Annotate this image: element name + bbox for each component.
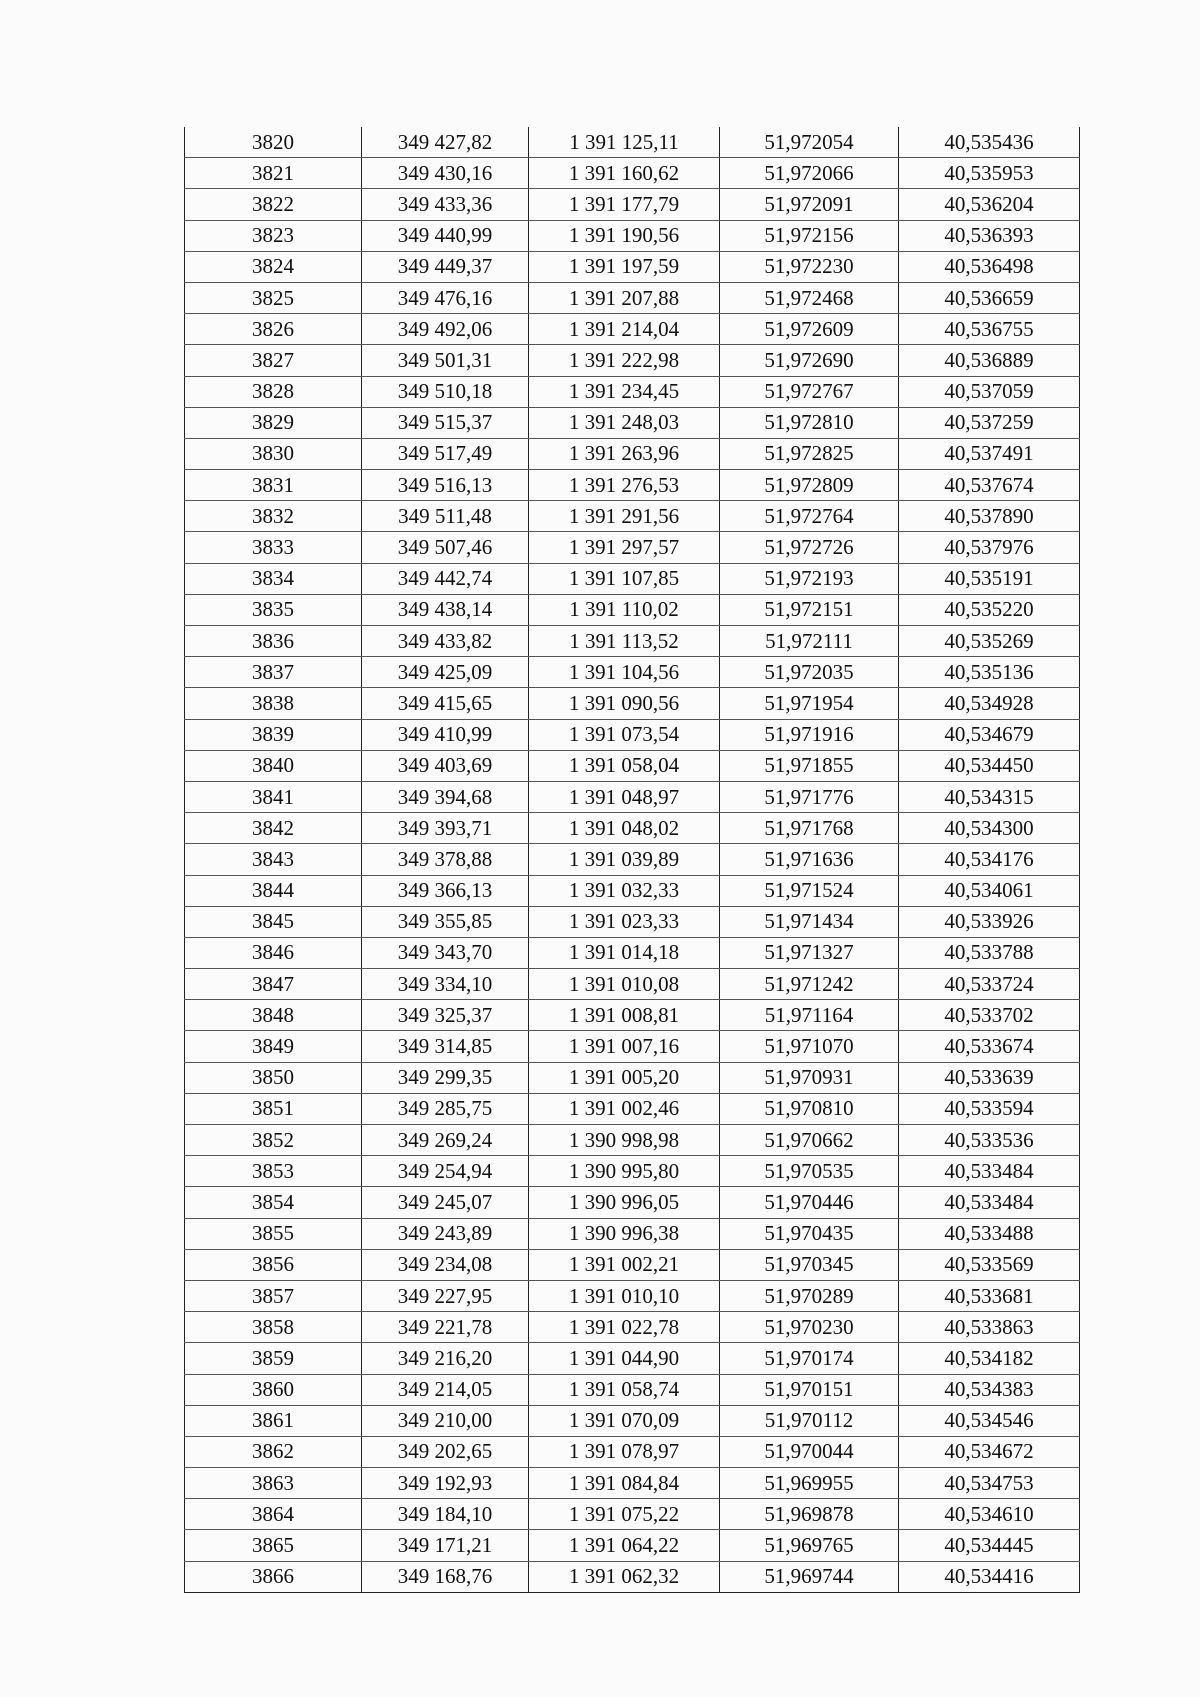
point-number-cell: 3843	[185, 844, 362, 875]
latitude-cell: 51,972726	[720, 532, 899, 563]
point-number-cell: 3848	[185, 1000, 362, 1031]
latitude-cell: 51,971954	[720, 688, 899, 719]
longitude-cell: 40,534300	[899, 813, 1080, 844]
y-coordinate-cell: 1 390 996,38	[529, 1218, 720, 1249]
longitude-cell: 40,534753	[899, 1468, 1080, 1499]
table-row	[185, 750, 1080, 781]
table-row	[185, 251, 1080, 282]
table-row	[185, 1436, 1080, 1467]
table-row	[185, 376, 1080, 407]
table-row	[185, 1125, 1080, 1156]
latitude-cell: 51,969765	[720, 1530, 899, 1561]
point-number-cell: 3842	[185, 813, 362, 844]
point-number-cell: 3859	[185, 1343, 362, 1374]
y-coordinate-cell: 1 391 073,54	[529, 719, 720, 750]
latitude-cell: 51,972810	[720, 407, 899, 438]
table-row	[185, 626, 1080, 657]
point-number-cell: 3850	[185, 1062, 362, 1093]
y-coordinate-cell: 1 391 110,02	[529, 594, 720, 625]
latitude-cell: 51,969955	[720, 1468, 899, 1499]
point-number-cell: 3849	[185, 1031, 362, 1062]
latitude-cell: 51,972767	[720, 376, 899, 407]
point-number-cell: 3865	[185, 1530, 362, 1561]
table-row	[185, 781, 1080, 812]
x-coordinate-cell: 349 221,78	[362, 1312, 529, 1343]
x-coordinate-cell: 349 515,37	[362, 407, 529, 438]
point-number-cell: 3853	[185, 1156, 362, 1187]
x-coordinate-cell: 349 433,82	[362, 626, 529, 657]
x-coordinate-cell: 349 393,71	[362, 813, 529, 844]
y-coordinate-cell: 1 391 022,78	[529, 1312, 720, 1343]
x-coordinate-cell: 349 433,36	[362, 189, 529, 220]
table-row	[185, 1343, 1080, 1374]
x-coordinate-cell: 349 366,13	[362, 875, 529, 906]
longitude-cell: 40,536889	[899, 345, 1080, 376]
longitude-cell: 40,534416	[899, 1561, 1080, 1592]
y-coordinate-cell: 1 391 084,84	[529, 1468, 720, 1499]
table-row	[185, 813, 1080, 844]
point-number-cell: 3834	[185, 563, 362, 594]
x-coordinate-cell: 349 403,69	[362, 750, 529, 781]
table-row	[185, 1374, 1080, 1405]
latitude-cell: 51,971855	[720, 750, 899, 781]
coordinates-table	[184, 127, 1080, 1593]
latitude-cell: 51,972193	[720, 563, 899, 594]
table-row	[185, 1468, 1080, 1499]
table-row	[185, 1093, 1080, 1124]
longitude-cell: 40,536204	[899, 189, 1080, 220]
y-coordinate-cell: 1 391 276,53	[529, 470, 720, 501]
longitude-cell: 40,536498	[899, 251, 1080, 282]
longitude-cell: 40,535220	[899, 594, 1080, 625]
point-number-cell: 3858	[185, 1312, 362, 1343]
longitude-cell: 40,533536	[899, 1125, 1080, 1156]
longitude-cell: 40,537491	[899, 438, 1080, 469]
longitude-cell: 40,533484	[899, 1187, 1080, 1218]
x-coordinate-cell: 349 378,88	[362, 844, 529, 875]
longitude-cell: 40,536393	[899, 220, 1080, 251]
point-number-cell: 3855	[185, 1218, 362, 1249]
point-number-cell: 3826	[185, 314, 362, 345]
longitude-cell: 40,537259	[899, 407, 1080, 438]
latitude-cell: 51,970810	[720, 1093, 899, 1124]
x-coordinate-cell: 349 214,05	[362, 1374, 529, 1405]
x-coordinate-cell: 349 243,89	[362, 1218, 529, 1249]
table-row	[185, 719, 1080, 750]
y-coordinate-cell: 1 391 107,85	[529, 563, 720, 594]
point-number-cell: 3866	[185, 1561, 362, 1592]
y-coordinate-cell: 1 391 007,16	[529, 1031, 720, 1062]
latitude-cell: 51,972066	[720, 158, 899, 189]
longitude-cell: 40,533639	[899, 1062, 1080, 1093]
latitude-cell: 51,972054	[720, 127, 899, 158]
y-coordinate-cell: 1 391 062,32	[529, 1561, 720, 1592]
x-coordinate-cell: 349 314,85	[362, 1031, 529, 1062]
table-row	[185, 532, 1080, 563]
longitude-cell: 40,533926	[899, 906, 1080, 937]
y-coordinate-cell: 1 391 125,11	[529, 127, 720, 158]
x-coordinate-cell: 349 516,13	[362, 470, 529, 501]
point-number-cell: 3830	[185, 438, 362, 469]
table-row	[185, 1031, 1080, 1062]
table-row	[185, 1156, 1080, 1187]
latitude-cell: 51,971916	[720, 719, 899, 750]
y-coordinate-cell: 1 391 010,10	[529, 1280, 720, 1311]
table-row	[185, 1249, 1080, 1280]
latitude-cell: 51,972764	[720, 501, 899, 532]
x-coordinate-cell: 349 343,70	[362, 937, 529, 968]
latitude-cell: 51,972035	[720, 657, 899, 688]
y-coordinate-cell: 1 391 160,62	[529, 158, 720, 189]
point-number-cell: 3862	[185, 1436, 362, 1467]
y-coordinate-cell: 1 391 014,18	[529, 937, 720, 968]
point-number-cell: 3844	[185, 875, 362, 906]
table-row	[185, 1312, 1080, 1343]
latitude-cell: 51,969744	[720, 1561, 899, 1592]
y-coordinate-cell: 1 391 248,03	[529, 407, 720, 438]
x-coordinate-cell: 349 325,37	[362, 1000, 529, 1031]
table-row	[185, 594, 1080, 625]
y-coordinate-cell: 1 391 078,97	[529, 1436, 720, 1467]
longitude-cell: 40,533788	[899, 937, 1080, 968]
y-coordinate-cell: 1 391 010,08	[529, 969, 720, 1000]
y-coordinate-cell: 1 391 002,21	[529, 1249, 720, 1280]
y-coordinate-cell: 1 391 070,09	[529, 1405, 720, 1436]
latitude-cell: 51,970446	[720, 1187, 899, 1218]
longitude-cell: 40,533488	[899, 1218, 1080, 1249]
longitude-cell: 40,537890	[899, 501, 1080, 532]
y-coordinate-cell: 1 391 177,79	[529, 189, 720, 220]
latitude-cell: 51,971434	[720, 906, 899, 937]
latitude-cell: 51,970112	[720, 1405, 899, 1436]
y-coordinate-cell: 1 391 005,20	[529, 1062, 720, 1093]
latitude-cell: 51,970345	[720, 1249, 899, 1280]
table-row	[185, 1561, 1080, 1592]
x-coordinate-cell: 349 234,08	[362, 1249, 529, 1280]
latitude-cell: 51,970662	[720, 1125, 899, 1156]
longitude-cell: 40,533674	[899, 1031, 1080, 1062]
point-number-cell: 3839	[185, 719, 362, 750]
latitude-cell: 51,972156	[720, 220, 899, 251]
latitude-cell: 51,971636	[720, 844, 899, 875]
x-coordinate-cell: 349 269,24	[362, 1125, 529, 1156]
point-number-cell: 3824	[185, 251, 362, 282]
latitude-cell: 51,970435	[720, 1218, 899, 1249]
x-coordinate-cell: 349 210,00	[362, 1405, 529, 1436]
x-coordinate-cell: 349 510,18	[362, 376, 529, 407]
longitude-cell: 40,533724	[899, 969, 1080, 1000]
point-number-cell: 3856	[185, 1249, 362, 1280]
table-row	[185, 438, 1080, 469]
x-coordinate-cell: 349 415,65	[362, 688, 529, 719]
point-number-cell: 3837	[185, 657, 362, 688]
table-row	[185, 1062, 1080, 1093]
longitude-cell: 40,534176	[899, 844, 1080, 875]
y-coordinate-cell: 1 390 996,05	[529, 1187, 720, 1218]
y-coordinate-cell: 1 391 075,22	[529, 1499, 720, 1530]
y-coordinate-cell: 1 390 998,98	[529, 1125, 720, 1156]
longitude-cell: 40,534450	[899, 750, 1080, 781]
longitude-cell: 40,534061	[899, 875, 1080, 906]
x-coordinate-cell: 349 425,09	[362, 657, 529, 688]
longitude-cell: 40,534928	[899, 688, 1080, 719]
table-row	[185, 158, 1080, 189]
x-coordinate-cell: 349 334,10	[362, 969, 529, 1000]
longitude-cell: 40,534315	[899, 781, 1080, 812]
point-number-cell: 3854	[185, 1187, 362, 1218]
table-row	[185, 688, 1080, 719]
y-coordinate-cell: 1 391 064,22	[529, 1530, 720, 1561]
longitude-cell: 40,534182	[899, 1343, 1080, 1374]
y-coordinate-cell: 1 391 048,97	[529, 781, 720, 812]
latitude-cell: 51,972468	[720, 282, 899, 313]
x-coordinate-cell: 349 511,48	[362, 501, 529, 532]
latitude-cell: 51,970931	[720, 1062, 899, 1093]
longitude-cell: 40,533681	[899, 1280, 1080, 1311]
y-coordinate-cell: 1 391 058,04	[529, 750, 720, 781]
latitude-cell: 51,971768	[720, 813, 899, 844]
table-row	[185, 314, 1080, 345]
x-coordinate-cell: 349 192,93	[362, 1468, 529, 1499]
table-row	[185, 407, 1080, 438]
x-coordinate-cell: 349 501,31	[362, 345, 529, 376]
latitude-cell: 51,972809	[720, 470, 899, 501]
y-coordinate-cell: 1 390 995,80	[529, 1156, 720, 1187]
longitude-cell: 40,534679	[899, 719, 1080, 750]
y-coordinate-cell: 1 391 263,96	[529, 438, 720, 469]
x-coordinate-cell: 349 410,99	[362, 719, 529, 750]
y-coordinate-cell: 1 391 297,57	[529, 532, 720, 563]
point-number-cell: 3845	[185, 906, 362, 937]
point-number-cell: 3823	[185, 220, 362, 251]
latitude-cell: 51,972825	[720, 438, 899, 469]
x-coordinate-cell: 349 184,10	[362, 1499, 529, 1530]
table-row	[185, 937, 1080, 968]
point-number-cell: 3860	[185, 1374, 362, 1405]
table-row	[185, 189, 1080, 220]
latitude-cell: 51,972609	[720, 314, 899, 345]
latitude-cell: 51,970174	[720, 1343, 899, 1374]
longitude-cell: 40,536659	[899, 282, 1080, 313]
y-coordinate-cell: 1 391 234,45	[529, 376, 720, 407]
point-number-cell: 3841	[185, 781, 362, 812]
x-coordinate-cell: 349 449,37	[362, 251, 529, 282]
latitude-cell: 51,970151	[720, 1374, 899, 1405]
longitude-cell: 40,535191	[899, 563, 1080, 594]
latitude-cell: 51,972230	[720, 251, 899, 282]
y-coordinate-cell: 1 391 039,89	[529, 844, 720, 875]
point-number-cell: 3861	[185, 1405, 362, 1436]
point-number-cell: 3828	[185, 376, 362, 407]
latitude-cell: 51,972151	[720, 594, 899, 625]
x-coordinate-cell: 349 430,16	[362, 158, 529, 189]
longitude-cell: 40,537976	[899, 532, 1080, 563]
longitude-cell: 40,533569	[899, 1249, 1080, 1280]
x-coordinate-cell: 349 299,35	[362, 1062, 529, 1093]
point-number-cell: 3863	[185, 1468, 362, 1499]
y-coordinate-cell: 1 391 197,59	[529, 251, 720, 282]
table-row	[185, 282, 1080, 313]
longitude-cell: 40,534546	[899, 1405, 1080, 1436]
x-coordinate-cell: 349 216,20	[362, 1343, 529, 1374]
longitude-cell: 40,535436	[899, 127, 1080, 158]
point-number-cell: 3827	[185, 345, 362, 376]
point-number-cell: 3836	[185, 626, 362, 657]
x-coordinate-cell: 349 476,16	[362, 282, 529, 313]
table-row	[185, 127, 1080, 158]
latitude-cell: 51,970289	[720, 1280, 899, 1311]
point-number-cell: 3821	[185, 158, 362, 189]
latitude-cell: 51,972111	[720, 626, 899, 657]
longitude-cell: 40,535136	[899, 657, 1080, 688]
point-number-cell: 3864	[185, 1499, 362, 1530]
point-number-cell: 3846	[185, 937, 362, 968]
x-coordinate-cell: 349 442,74	[362, 563, 529, 594]
latitude-cell: 51,970044	[720, 1436, 899, 1467]
y-coordinate-cell: 1 391 113,52	[529, 626, 720, 657]
point-number-cell: 3833	[185, 532, 362, 563]
point-number-cell: 3851	[185, 1093, 362, 1124]
y-coordinate-cell: 1 391 048,02	[529, 813, 720, 844]
x-coordinate-cell: 349 245,07	[362, 1187, 529, 1218]
longitude-cell: 40,537059	[899, 376, 1080, 407]
y-coordinate-cell: 1 391 190,56	[529, 220, 720, 251]
x-coordinate-cell: 349 254,94	[362, 1156, 529, 1187]
point-number-cell: 3852	[185, 1125, 362, 1156]
point-number-cell: 3831	[185, 470, 362, 501]
table-row	[185, 844, 1080, 875]
x-coordinate-cell: 349 492,06	[362, 314, 529, 345]
point-number-cell: 3857	[185, 1280, 362, 1311]
y-coordinate-cell: 1 391 008,81	[529, 1000, 720, 1031]
table-row	[185, 657, 1080, 688]
longitude-cell: 40,537674	[899, 470, 1080, 501]
latitude-cell: 51,972091	[720, 189, 899, 220]
x-coordinate-cell: 349 285,75	[362, 1093, 529, 1124]
table-row	[185, 563, 1080, 594]
table-row	[185, 501, 1080, 532]
x-coordinate-cell: 349 202,65	[362, 1436, 529, 1467]
latitude-cell: 51,972690	[720, 345, 899, 376]
x-coordinate-cell: 349 355,85	[362, 906, 529, 937]
table-row	[185, 1405, 1080, 1436]
y-coordinate-cell: 1 391 002,46	[529, 1093, 720, 1124]
latitude-cell: 51,969878	[720, 1499, 899, 1530]
x-coordinate-cell: 349 394,68	[362, 781, 529, 812]
point-number-cell: 3832	[185, 501, 362, 532]
point-number-cell: 3820	[185, 127, 362, 158]
table-row	[185, 1218, 1080, 1249]
y-coordinate-cell: 1 391 291,56	[529, 501, 720, 532]
longitude-cell: 40,534672	[899, 1436, 1080, 1467]
table-row	[185, 1499, 1080, 1530]
longitude-cell: 40,533484	[899, 1156, 1080, 1187]
x-coordinate-cell: 349 227,95	[362, 1280, 529, 1311]
coordinates-table-body	[185, 127, 1080, 1592]
x-coordinate-cell: 349 168,76	[362, 1561, 529, 1592]
latitude-cell: 51,971242	[720, 969, 899, 1000]
longitude-cell: 40,534445	[899, 1530, 1080, 1561]
point-number-cell: 3822	[185, 189, 362, 220]
longitude-cell: 40,536755	[899, 314, 1080, 345]
y-coordinate-cell: 1 391 222,98	[529, 345, 720, 376]
y-coordinate-cell: 1 391 023,33	[529, 906, 720, 937]
table-row	[185, 1000, 1080, 1031]
longitude-cell: 40,535269	[899, 626, 1080, 657]
longitude-cell: 40,533702	[899, 1000, 1080, 1031]
table-row	[185, 1187, 1080, 1218]
x-coordinate-cell: 349 517,49	[362, 438, 529, 469]
x-coordinate-cell: 349 427,82	[362, 127, 529, 158]
point-number-cell: 3835	[185, 594, 362, 625]
point-number-cell: 3847	[185, 969, 362, 1000]
latitude-cell: 51,971776	[720, 781, 899, 812]
table-row	[185, 969, 1080, 1000]
table-row	[185, 1280, 1080, 1311]
x-coordinate-cell: 349 507,46	[362, 532, 529, 563]
x-coordinate-cell: 349 438,14	[362, 594, 529, 625]
longitude-cell: 40,534610	[899, 1499, 1080, 1530]
latitude-cell: 51,970535	[720, 1156, 899, 1187]
latitude-cell: 51,971164	[720, 1000, 899, 1031]
table-row	[185, 470, 1080, 501]
latitude-cell: 51,971327	[720, 937, 899, 968]
longitude-cell: 40,533594	[899, 1093, 1080, 1124]
table-row	[185, 875, 1080, 906]
point-number-cell: 3838	[185, 688, 362, 719]
table-row	[185, 906, 1080, 937]
longitude-cell: 40,533863	[899, 1312, 1080, 1343]
y-coordinate-cell: 1 391 090,56	[529, 688, 720, 719]
latitude-cell: 51,970230	[720, 1312, 899, 1343]
table-row	[185, 220, 1080, 251]
y-coordinate-cell: 1 391 044,90	[529, 1343, 720, 1374]
table-row	[185, 1530, 1080, 1561]
x-coordinate-cell: 349 171,21	[362, 1530, 529, 1561]
y-coordinate-cell: 1 391 032,33	[529, 875, 720, 906]
y-coordinate-cell: 1 391 104,56	[529, 657, 720, 688]
x-coordinate-cell: 349 440,99	[362, 220, 529, 251]
longitude-cell: 40,534383	[899, 1374, 1080, 1405]
point-number-cell: 3829	[185, 407, 362, 438]
longitude-cell: 40,535953	[899, 158, 1080, 189]
table-row	[185, 345, 1080, 376]
point-number-cell: 3840	[185, 750, 362, 781]
y-coordinate-cell: 1 391 214,04	[529, 314, 720, 345]
latitude-cell: 51,971070	[720, 1031, 899, 1062]
latitude-cell: 51,971524	[720, 875, 899, 906]
y-coordinate-cell: 1 391 207,88	[529, 282, 720, 313]
y-coordinate-cell: 1 391 058,74	[529, 1374, 720, 1405]
point-number-cell: 3825	[185, 282, 362, 313]
